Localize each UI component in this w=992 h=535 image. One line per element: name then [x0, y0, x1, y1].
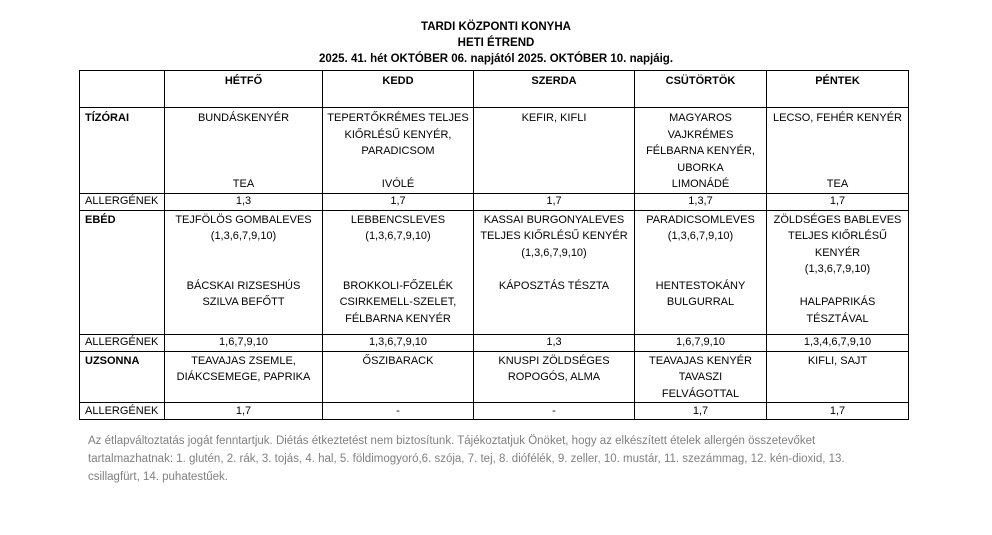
dish: (1,3,6,7,9,10) — [521, 246, 587, 259]
day-header: PÉNTEK — [767, 71, 909, 108]
day-header: SZERDA — [474, 71, 635, 108]
allergen-label: ALLERGÉNEK — [80, 334, 165, 351]
allergen-value: 1,7 — [767, 193, 909, 210]
dish: TELJES KIŐRLÉSŰ — [787, 230, 888, 242]
dish: FÉLBARNA KENYÉR — [345, 312, 451, 325]
allergen-value: 1,7 — [474, 193, 635, 210]
dish: TÉSZTÁVAL — [806, 312, 869, 325]
menu-cell — [474, 210, 635, 334]
spacer — [325, 245, 471, 262]
dish: VAJKRÉMES — [667, 128, 734, 141]
corner-cell — [80, 71, 165, 108]
dish: (1,3,6,7,9,10) — [804, 263, 871, 275]
spacer — [325, 261, 471, 278]
menu-cell — [767, 108, 909, 194]
spacer — [637, 261, 764, 278]
dish: PARADICSOM — [361, 145, 435, 157]
spacer — [769, 278, 906, 295]
day-header: CSÜTÖRTÖK — [635, 71, 767, 108]
dish: KNUSPI ZÖLDSÉGES — [498, 354, 610, 367]
menu-cell — [635, 108, 767, 194]
dish: HALPAPRIKÁS — [799, 296, 876, 308]
allergen-value: 1,7 — [767, 403, 909, 420]
dish: KASSAI BURGONYALEVES — [483, 213, 625, 226]
dish: FÉLBARNA KENYÉR, — [646, 145, 755, 157]
tizorai-row — [80, 108, 909, 194]
drink: TEA — [826, 178, 849, 190]
meal-label: UZSONNA — [80, 351, 165, 403]
menu-cell — [635, 351, 767, 403]
menu-cell — [635, 210, 767, 334]
weekly-menu-table — [79, 70, 909, 420]
menu-cell — [767, 210, 909, 334]
allergen-value: 1,3,7 — [635, 193, 767, 210]
menu-cell — [165, 108, 323, 194]
ebed-row — [80, 210, 909, 334]
drink: IVÓLÉ — [381, 178, 415, 190]
allergen-row — [80, 403, 909, 420]
allergen-value: 1,7 — [635, 403, 767, 420]
dish: BULGURRAL — [666, 296, 735, 308]
dish: SZILVA BEFŐTT — [202, 296, 285, 308]
menu-cell — [323, 210, 474, 334]
dish: LECSO, FEHÉR KENYÉR — [773, 112, 902, 124]
menu-cell — [165, 210, 323, 334]
dish: TEPERTŐKRÉMES TELJES — [327, 112, 469, 124]
menu-cell — [767, 351, 909, 403]
dish: TELJES KIŐRLÉSŰ KENYÉR — [480, 230, 628, 242]
dish: KIŐRLÉSŰ KENYÉR, — [344, 128, 452, 141]
dish: FELVÁGOTTAL — [661, 387, 740, 400]
menu-cell — [474, 351, 635, 403]
dish: KEFIR, KIFLI — [521, 112, 587, 124]
day-header: KEDD — [323, 71, 474, 108]
allergen-disclaimer: Az étlapváltoztatás jogát fenntartjuk. Diétás étkeztetést nem biztosítunk. Tájékoztatjuk Önöket, hogy az elkészített ételek allergén összetevőket tartalmazhatnak: 1. glutén, 2. rák, 3. tojás, 4. hal, 5. földimogyoró,6. szója, 7. tej, 8. diófélék, 9. zeller, 10. mustár, 11. szezámmag, 12. kén-dioxid, 13. csillagfürt, 14. puhatestűek. — [88, 435, 845, 483]
menu-cell — [165, 351, 323, 403]
uzsonna-row — [80, 351, 909, 403]
allergen-value: 1,3 — [165, 193, 323, 210]
dish: KENYÉR — [814, 246, 861, 259]
allergen-row — [80, 193, 909, 210]
spacer — [167, 261, 320, 278]
dish: TEAVAJAS ZSEMLE, — [191, 354, 296, 367]
dish: HENTESTOKÁNY — [655, 279, 746, 292]
menu-cell — [323, 351, 474, 403]
dish: ROPOGÓS, ALMA — [507, 371, 601, 383]
allergen-value: 1,3,6,7,9,10 — [323, 334, 474, 351]
dish: BROKKOLI-FŐZELÉK — [342, 279, 454, 292]
dish: (1,3,6,7,9,10) — [365, 230, 431, 242]
allergen-value: 1,3 — [474, 334, 635, 351]
dish: ŐSZIBARACK — [362, 354, 434, 367]
allergen-value: 1,6,7,9,10 — [635, 334, 767, 351]
dish: BÁCSKAI RIZSESHÚS — [186, 279, 301, 292]
dish: ZÖLDSÉGES BABLEVES — [773, 213, 902, 226]
dish: PARADICSOMLEVES — [646, 213, 755, 226]
dish: TEAVAJAS KENYÉR — [649, 354, 752, 367]
dish: TEJFÖLÖS GOMBALEVES — [175, 213, 312, 226]
meal-label: EBÉD — [80, 210, 165, 334]
date-range: 2025. 41. hét OKTÓBER 06. napjától 2025. OKTÓBER 10. napjáig. — [318, 53, 674, 65]
dish: (1,3,6,7,9,10) — [667, 230, 734, 242]
day-header: HÉTFŐ — [165, 71, 323, 108]
spacer — [476, 261, 632, 278]
allergen-row — [80, 334, 909, 351]
allergen-value: - — [323, 403, 474, 420]
allergen-value: 1,7 — [323, 193, 474, 210]
spacer — [167, 245, 320, 262]
allergen-label: ALLERGÉNEK — [80, 403, 165, 420]
meal-label: TÍZÓRAI — [80, 108, 165, 194]
allergen-label: ALLERGÉNEK — [80, 193, 165, 210]
allergen-value: - — [474, 403, 635, 420]
dish: TAVASZI — [678, 371, 723, 383]
dish: CSIRKEMELL-SZELET, — [339, 296, 457, 308]
allergen-value: 1,3,4,6,7,9,10 — [767, 334, 909, 351]
dish: BUNDÁSKENYÉR — [197, 112, 290, 124]
spacer — [637, 245, 764, 262]
menu-title: HETI ÉTREND — [457, 37, 535, 49]
dish: KIFLI, SAJT — [807, 354, 868, 367]
menu-cell — [323, 108, 474, 194]
drink: TEA — [232, 178, 255, 190]
dish: LIMONÁDÉ — [671, 178, 730, 190]
allergen-value: 1,7 — [165, 403, 323, 420]
allergen-value: 1,6,7,9,10 — [165, 334, 323, 351]
dish: MAGYAROS — [669, 112, 732, 124]
header-row — [80, 71, 909, 108]
dish: (1,3,6,7,9,10) — [210, 230, 277, 242]
menu-cell — [474, 108, 635, 194]
dish: UBORKA — [677, 161, 724, 174]
dish: KÁPOSZTÁS TÉSZTA — [498, 279, 610, 292]
kitchen-name: TARDI KÖZPONTI KONYHA — [421, 21, 571, 33]
dish: DIÁKCSEMEGE, PAPRIKA — [176, 371, 311, 383]
dish: LEBBENCSLEVES — [350, 213, 446, 226]
